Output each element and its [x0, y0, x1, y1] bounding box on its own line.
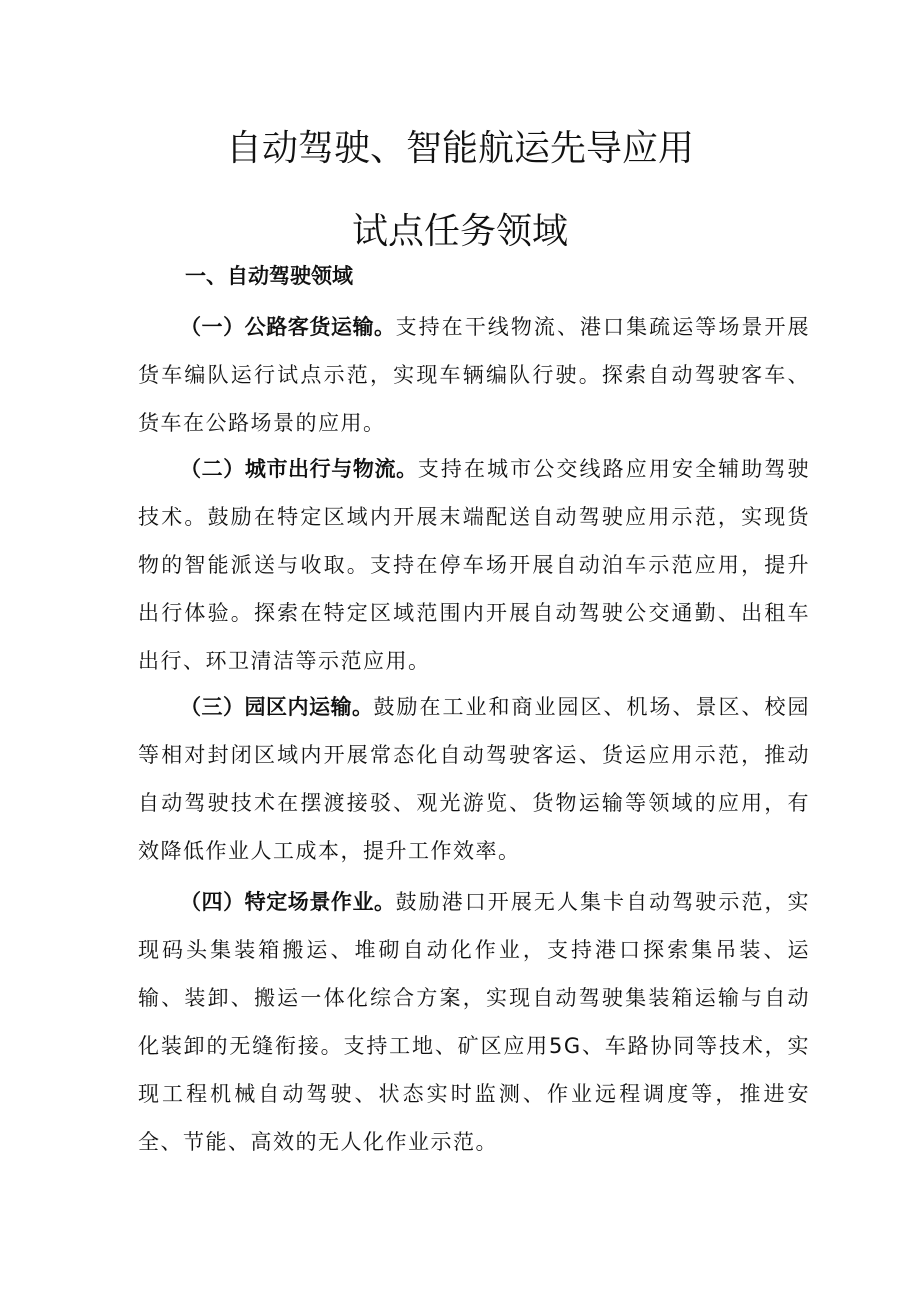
- paragraph-lead: （一）公路客货运输。: [180, 315, 396, 339]
- document-title-line-2: 试点任务领域: [351, 211, 568, 252]
- paragraph-text: 支持在干线物流、港口集疏运等场景开展货车编队运行试点示范，实现车辆编队行驶。探索自动驾驶客车、货车在公路场景的应用。: [138, 315, 811, 435]
- paragraph-text: 鼓励港口开展无人集卡自动驾驶示范，实现码头集装箱搬运、堆砌自动化作业，支持港口探索集吊装、运输、装卸、搬运一体化综合方案，实现自动驾驶集装箱运输与自动化装卸的无缝衔接。支持工地、矿区应用5G、车路协同等技术，实现工程机械自动驾驶、状态实时监测、作业远程调度等，推进安全、节能、高效的无人化作业示范。: [138, 890, 811, 1154]
- section-heading: 一、自动驾驶领域: [185, 264, 353, 288]
- paragraph-lead: （三）园区内运输。: [180, 695, 374, 719]
- document-title-line-1: 自动驾驶、智能航运先导应用: [225, 128, 694, 169]
- paragraph-urban-mobility-logistics: [138, 445, 810, 685]
- paragraph-lead: （二）城市出行与物流。: [180, 457, 418, 481]
- paragraph-highway-transport: [138, 303, 810, 447]
- paragraph-specific-scenario-operations: [138, 878, 810, 1166]
- paragraph-text: 支持在城市公交线路应用安全辅助驾驶技术。鼓励在特定区域内开展末端配送自动驾驶应用示范，实现货物的智能派送与收取。支持在停车场开展自动泊车示范应用，提升出行体验。探索在特定区域范围内开展自动驾驶公交通勤、出租车出行、环卫清洁等示范应用。: [138, 457, 811, 673]
- paragraph-text: 鼓励在工业和商业园区、机场、景区、校园等相对封闭区域内开展常态化自动驾驶客运、货运应用示范，推动自动驾驶技术在摆渡接驳、观光游览、货物运输等领域的应用，有效降低作业人工成本，提升工作效率。: [138, 695, 810, 863]
- paragraph-park-transport: [138, 683, 810, 875]
- paragraph-lead: （四）特定场景作业。: [180, 890, 396, 914]
